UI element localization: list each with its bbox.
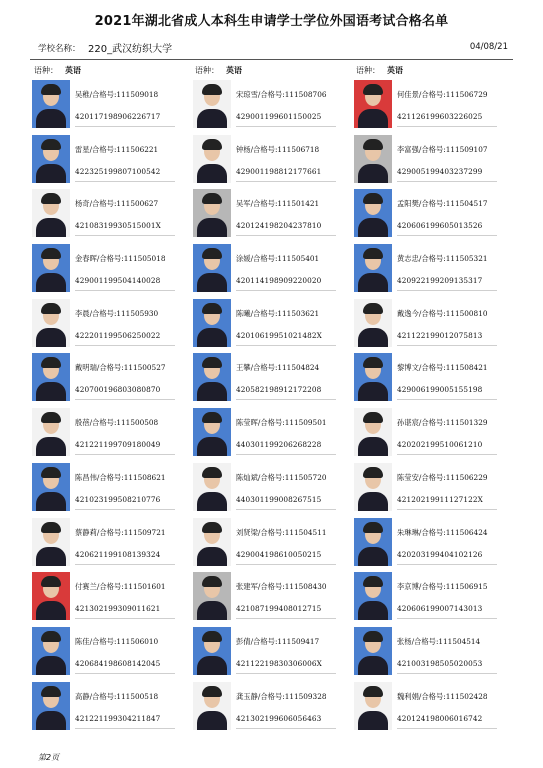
photo-hair-shape — [202, 357, 222, 368]
name-and-pass-number: 金春晖/合格号:111505018 — [75, 254, 166, 264]
photo-body-shape — [36, 218, 66, 237]
photo-hair-shape — [363, 84, 383, 95]
name-and-pass-number: 彭倩/合格号:111509417 — [236, 636, 320, 646]
name-and-pass-number: 涂媛/合格号:111505401 — [236, 254, 320, 264]
photo-hair-shape — [202, 84, 222, 95]
id-photo — [32, 518, 70, 566]
id-photo — [32, 80, 70, 128]
id-number: 42108319930515001X — [75, 221, 161, 231]
name-and-pass-number: 李晨/合格号:111505930 — [75, 308, 159, 318]
entry-divider — [75, 564, 175, 565]
id-number: 420582198912172208 — [236, 385, 322, 395]
id-photo — [193, 244, 231, 292]
name-and-pass-number: 孙谌宸/合格号:111501329 — [397, 418, 488, 428]
photo-body-shape — [358, 656, 388, 675]
entry-divider — [75, 235, 175, 236]
id-number: 429006199005155198 — [397, 385, 483, 395]
photo-hair-shape — [41, 467, 61, 478]
photo-hair-shape — [41, 248, 61, 259]
name-and-pass-number: 宋琼雪/合格号:111508706 — [236, 90, 327, 99]
list-item — [32, 187, 192, 242]
list-item — [354, 351, 514, 406]
photo-hair-shape — [363, 303, 383, 314]
id-number: 42120219911127122X — [397, 494, 483, 504]
list-item — [193, 461, 353, 516]
name-and-pass-number: 王攀/合格号:111504824 — [236, 363, 320, 373]
id-number: 429001198812177661 — [236, 166, 322, 176]
photo-hair-shape — [202, 303, 222, 314]
photo-hair-shape — [363, 193, 383, 204]
photo-body-shape — [36, 601, 66, 620]
id-photo — [32, 463, 70, 511]
language-label: 语种： — [34, 66, 58, 75]
list-item — [354, 680, 514, 735]
entry-divider — [75, 181, 175, 182]
name-and-pass-number: 黄志忠/合格号:111505321 — [397, 254, 488, 264]
photo-body-shape — [197, 109, 227, 128]
id-number: 420621199108139324 — [75, 549, 161, 559]
photo-body-shape — [358, 492, 388, 511]
id-photo — [32, 189, 70, 237]
id-photo — [32, 627, 70, 675]
list-item — [354, 187, 514, 242]
column-1 — [32, 62, 192, 734]
list-item — [193, 133, 353, 188]
photo-body-shape — [36, 382, 66, 401]
name-and-pass-number: 黎博文/合格号:111508421 — [397, 363, 488, 373]
name-and-pass-number: 陈佳/合格号:111506010 — [75, 636, 159, 646]
column-3 — [354, 62, 514, 734]
photo-body-shape — [197, 437, 227, 456]
entry-divider — [236, 399, 336, 400]
photo-hair-shape — [363, 139, 383, 150]
list-item — [32, 297, 192, 352]
name-and-pass-number: 陈曦/合格号:111503621 — [236, 308, 320, 318]
photo-body-shape — [358, 218, 388, 237]
id-number: 421302199606056463 — [236, 713, 322, 723]
photo-body-shape — [358, 273, 388, 292]
id-photo — [354, 299, 392, 347]
print-date: 04/08/21 — [469, 42, 508, 52]
photo-body-shape — [197, 218, 227, 237]
id-number: 429004198610050215 — [236, 549, 322, 559]
photo-hair-shape — [202, 412, 222, 423]
list-item — [193, 242, 353, 297]
entry-divider — [236, 290, 336, 291]
id-number: 420202199510061210 — [397, 440, 483, 450]
id-number: 420922199209135317 — [397, 276, 483, 286]
photo-hair-shape — [202, 467, 222, 478]
id-photo — [354, 572, 392, 620]
id-photo — [193, 80, 231, 128]
name-and-pass-number: 刘贤梁/合格号:111504511 — [236, 527, 327, 537]
photo-hair-shape — [202, 193, 222, 204]
id-photo — [193, 518, 231, 566]
photo-hair-shape — [41, 522, 61, 533]
photo-hair-shape — [363, 248, 383, 259]
entry-divider — [75, 454, 175, 455]
photo-hair-shape — [41, 412, 61, 423]
id-number: 421221199304211847 — [75, 713, 161, 723]
photo-body-shape — [36, 547, 66, 566]
list-item — [193, 570, 353, 625]
entry-divider — [397, 290, 497, 291]
id-photo — [32, 135, 70, 183]
name-and-pass-number: 付赛兰/合格号:111501601 — [75, 582, 166, 592]
name-and-pass-number: 龚玉静/合格号:111509328 — [236, 691, 327, 701]
list-item — [193, 187, 353, 242]
id-number: 440301199008267515 — [236, 494, 322, 504]
id-photo — [354, 353, 392, 401]
id-photo — [193, 299, 231, 347]
id-number: 420124198006016742 — [397, 713, 483, 723]
entry-divider — [236, 345, 336, 346]
language-row — [193, 62, 353, 78]
photo-hair-shape — [41, 193, 61, 204]
list-item — [32, 680, 192, 735]
id-number: 421126199603226025 — [397, 112, 483, 121]
id-number: 420606199605013526 — [397, 221, 483, 231]
list-item — [354, 516, 514, 571]
id-number: 421302199309011621 — [75, 604, 161, 614]
list-item — [32, 516, 192, 571]
photo-body-shape — [36, 164, 66, 183]
name-and-pass-number: 钟杨/合格号:111506718 — [236, 144, 320, 154]
entry-divider — [75, 399, 175, 400]
photo-body-shape — [36, 328, 66, 347]
photo-hair-shape — [202, 686, 222, 697]
photo-body-shape — [358, 547, 388, 566]
photo-body-shape — [197, 601, 227, 620]
id-photo — [354, 627, 392, 675]
photo-hair-shape — [41, 686, 61, 697]
list-item — [354, 570, 514, 625]
photo-hair-shape — [41, 84, 61, 95]
name-and-pass-number: 李富强/合格号:111509107 — [397, 144, 488, 154]
photo-body-shape — [358, 382, 388, 401]
entry-divider — [397, 673, 497, 674]
id-number: 422201199506250022 — [75, 330, 161, 340]
id-photo — [32, 408, 70, 456]
language-row — [32, 62, 192, 78]
entry-divider — [397, 181, 497, 182]
school-label: 学校名称： — [38, 44, 81, 54]
photo-hair-shape — [202, 631, 222, 642]
entry-divider — [397, 618, 497, 619]
list-item — [32, 351, 192, 406]
id-photo — [32, 572, 70, 620]
photo-body-shape — [197, 164, 227, 183]
photo-hair-shape — [363, 522, 383, 533]
entry-divider — [75, 728, 175, 729]
list-item — [32, 570, 192, 625]
entry-divider — [236, 454, 336, 455]
id-number: 421023199508210776 — [75, 494, 161, 504]
entry-divider — [397, 509, 497, 510]
name-and-pass-number: 蔡静莉/合格号:111509721 — [75, 527, 166, 537]
name-and-pass-number: 雷星/合格号:111506221 — [75, 144, 159, 154]
list-item — [354, 625, 514, 680]
photo-body-shape — [358, 164, 388, 183]
id-photo — [354, 408, 392, 456]
id-photo — [32, 682, 70, 730]
id-number: 429001199504140028 — [75, 276, 161, 286]
photo-body-shape — [36, 109, 66, 128]
id-number: 422325199807100542 — [75, 166, 161, 176]
list-item — [193, 351, 353, 406]
entry-divider — [236, 509, 336, 510]
entry-divider — [397, 345, 497, 346]
list-item — [193, 516, 353, 571]
list-item — [354, 78, 514, 133]
photo-hair-shape — [363, 412, 383, 423]
entry-divider — [397, 235, 497, 236]
id-photo — [354, 463, 392, 511]
entry-divider — [397, 126, 497, 127]
photo-body-shape — [197, 492, 227, 511]
photo-hair-shape — [41, 303, 61, 314]
list-item — [32, 133, 192, 188]
photo-hair-shape — [202, 248, 222, 259]
id-number: 42010619951021482X — [236, 330, 322, 340]
school-value: 220_武汉纺织大学 — [88, 44, 173, 55]
list-item — [193, 78, 353, 133]
list-item — [193, 625, 353, 680]
photo-body-shape — [358, 109, 388, 128]
name-and-pass-number: 朱琳琳/合格号:111506424 — [397, 527, 488, 537]
id-photo — [193, 627, 231, 675]
entry-divider — [75, 345, 175, 346]
name-and-pass-number: 陈灿斌/合格号:111505720 — [236, 472, 327, 482]
photo-body-shape — [36, 437, 66, 456]
language-label: 语种： — [195, 66, 219, 75]
list-item — [354, 297, 514, 352]
entry-divider — [236, 728, 336, 729]
column-2 — [193, 62, 353, 734]
photo-hair-shape — [202, 139, 222, 150]
language-value: 英语 — [226, 66, 242, 75]
entry-divider — [75, 509, 175, 510]
photo-body-shape — [197, 711, 227, 730]
photo-hair-shape — [41, 357, 61, 368]
entry-divider — [75, 618, 175, 619]
photo-body-shape — [358, 328, 388, 347]
list-item — [32, 625, 192, 680]
list-item — [32, 406, 192, 461]
photo-body-shape — [197, 328, 227, 347]
id-photo — [193, 135, 231, 183]
photo-body-shape — [358, 601, 388, 620]
id-number: 420700196803080870 — [75, 385, 161, 395]
name-and-pass-number: 陈莹安/合格号:111506229 — [397, 472, 488, 482]
list-item — [32, 461, 192, 516]
photo-hair-shape — [41, 139, 61, 150]
photo-body-shape — [197, 656, 227, 675]
id-number: 420684198608142045 — [75, 658, 161, 668]
page-title: 2021年湖北省成人本科生申请学士学位外国语考试合格名单 — [94, 14, 449, 29]
id-photo — [193, 408, 231, 456]
language-row — [354, 62, 514, 78]
name-and-pass-number: 李京博/合格号:111506915 — [397, 582, 488, 592]
id-number: 421122199012075813 — [397, 330, 483, 340]
id-number: 420114198909220020 — [236, 276, 322, 286]
entry-divider — [236, 618, 336, 619]
photo-hair-shape — [363, 576, 383, 587]
list-item — [354, 133, 514, 188]
list-item — [193, 680, 353, 735]
list-item — [354, 406, 514, 461]
id-number: 421003198505020053 — [397, 658, 483, 668]
entry-divider — [75, 673, 175, 674]
photo-hair-shape — [363, 631, 383, 642]
name-and-pass-number: 戴逸今/合格号:111500810 — [397, 308, 488, 318]
entry-divider — [236, 181, 336, 182]
id-photo — [354, 189, 392, 237]
entry-divider — [397, 564, 497, 565]
language-value: 英语 — [65, 66, 81, 75]
entry-divider — [75, 126, 175, 127]
id-photo — [32, 244, 70, 292]
id-photo — [354, 80, 392, 128]
photo-body-shape — [197, 382, 227, 401]
name-and-pass-number: 孟阳樊/合格号:111504517 — [397, 199, 488, 209]
id-photo — [193, 682, 231, 730]
photo-hair-shape — [363, 357, 383, 368]
photo-hair-shape — [363, 686, 383, 697]
id-photo — [193, 572, 231, 620]
photo-body-shape — [358, 711, 388, 730]
id-number: 420606199007143013 — [397, 604, 483, 614]
entry-divider — [236, 235, 336, 236]
name-and-pass-number: 吴稚/合格号:111509018 — [75, 90, 159, 99]
list-item — [32, 242, 192, 297]
entry-divider — [75, 290, 175, 291]
id-photo — [354, 682, 392, 730]
name-and-pass-number: 高静/合格号:111500518 — [75, 691, 159, 701]
header-divider — [30, 59, 513, 60]
id-photo — [193, 463, 231, 511]
language-value: 英语 — [387, 66, 403, 75]
id-photo — [32, 353, 70, 401]
name-and-pass-number: 殷蓓/合格号:111500508 — [75, 418, 159, 428]
name-and-pass-number: 戴明瑞/合格号:111500527 — [75, 363, 166, 373]
id-photo — [354, 244, 392, 292]
list-item — [193, 406, 353, 461]
name-and-pass-number: 何佳景/合格号:111506729 — [397, 90, 488, 99]
list-item — [193, 297, 353, 352]
id-photo — [32, 299, 70, 347]
photo-body-shape — [36, 273, 66, 292]
name-and-pass-number: 张杨/合格号:111504514 — [397, 636, 481, 646]
photo-body-shape — [36, 711, 66, 730]
id-number: 420117198906226717 — [75, 112, 161, 121]
id-number: 421221199709180049 — [75, 440, 161, 450]
id-number: 429005199403237299 — [397, 166, 483, 176]
photo-hair-shape — [202, 576, 222, 587]
name-and-pass-number: 杨奇/合格号:111500627 — [75, 199, 159, 209]
name-and-pass-number: 魏利娟/合格号:111502428 — [397, 691, 488, 701]
photo-body-shape — [197, 547, 227, 566]
page-number: 第2页 — [38, 753, 60, 762]
list-item — [32, 78, 192, 133]
photo-hair-shape — [41, 631, 61, 642]
list-item — [354, 242, 514, 297]
entry-divider — [236, 126, 336, 127]
photo-hair-shape — [363, 467, 383, 478]
entry-divider — [397, 454, 497, 455]
list-item — [354, 461, 514, 516]
id-number: 42112219830306006X — [236, 658, 322, 668]
id-number: 440301199206268228 — [236, 440, 322, 450]
photo-hair-shape — [202, 522, 222, 533]
photo-hair-shape — [41, 576, 61, 587]
name-and-pass-number: 陈莹晖/合格号:111509501 — [236, 418, 327, 428]
id-photo — [193, 189, 231, 237]
id-number: 420203199404102126 — [397, 549, 483, 559]
id-photo — [354, 135, 392, 183]
entry-divider — [236, 564, 336, 565]
id-number: 421087199408012715 — [236, 604, 322, 614]
entry-divider — [236, 673, 336, 674]
header-meta — [38, 40, 508, 56]
photo-body-shape — [197, 273, 227, 292]
name-and-pass-number: 陈昌伟/合格号:111508621 — [75, 472, 166, 482]
entry-divider — [397, 399, 497, 400]
id-number: 420124198204237810 — [236, 221, 322, 231]
id-number: 429001199601150025 — [236, 112, 322, 121]
photo-body-shape — [36, 656, 66, 675]
language-label: 语种： — [356, 66, 380, 75]
name-and-pass-number: 吴军/合格号:111501421 — [236, 199, 320, 209]
id-photo — [193, 353, 231, 401]
photo-body-shape — [358, 437, 388, 456]
id-photo — [354, 518, 392, 566]
entry-divider — [397, 728, 497, 729]
name-and-pass-number: 张建军/合格号:111508430 — [236, 582, 327, 592]
photo-body-shape — [36, 492, 66, 511]
